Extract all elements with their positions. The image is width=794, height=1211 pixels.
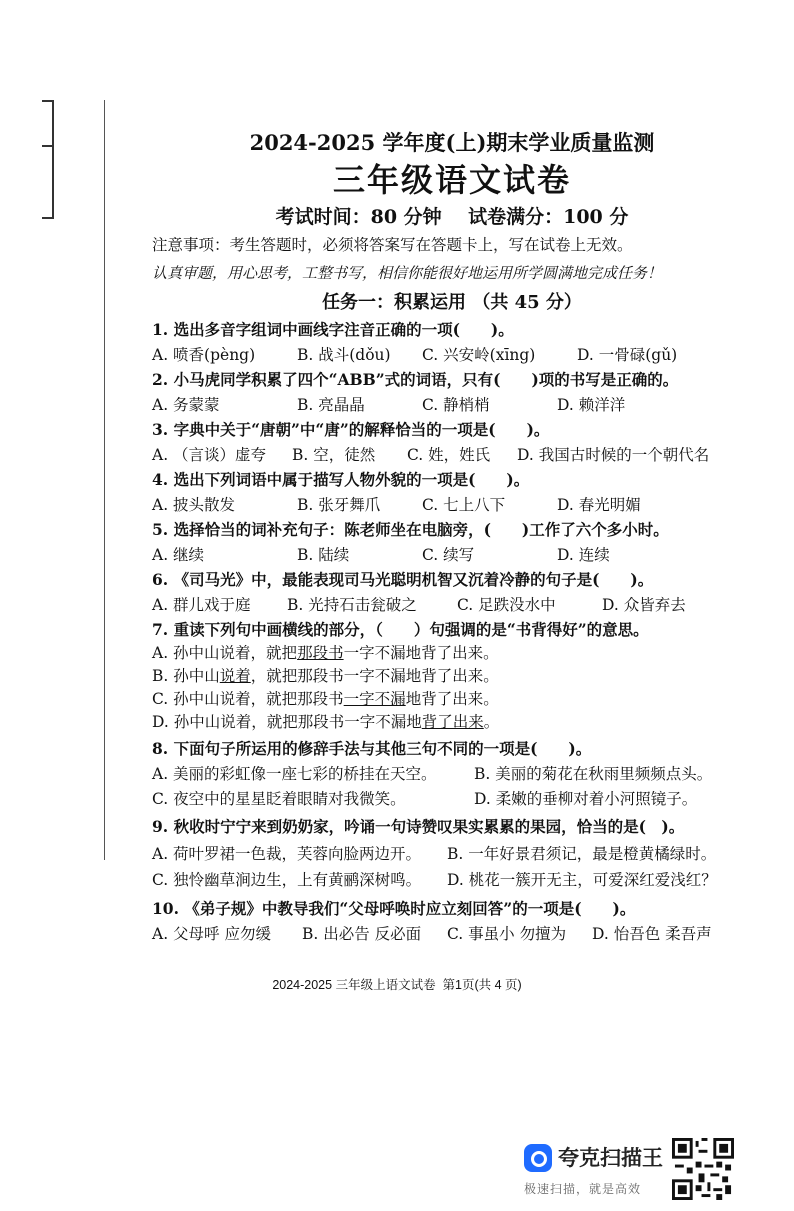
notice-text: 注意事项：考生答题时，必须将答案写在答题卡上，写在试卷上无效。 [152, 236, 633, 254]
question-9-options-row2 [152, 867, 752, 893]
option-a: A. 务蒙蒙 [152, 396, 220, 414]
question-5-stem: 5. 选择恰当的词补充句子：陈老师坐在电脑旁，( )工作了六个多小时。 [152, 520, 669, 539]
option-d: D. 一骨碌(gǔ) [577, 346, 678, 364]
binding-tick [42, 145, 52, 147]
question-10-stem: 10. 《弟子规》中教导我们“父母呼唤时应立刻回答”的一项是( )。 [152, 899, 636, 918]
question-8-stem: 8. 下面句子所运用的修辞手法与其他三句不同的一项是( )。 [152, 739, 592, 758]
option-d: D. 赖洋洋 [557, 396, 626, 414]
option-b: B. 空，徒然 [292, 446, 376, 464]
option-c: C. 姓，姓氏 [407, 446, 491, 464]
question-8-options-row2 [152, 787, 752, 811]
option-d: D. 柔嫩的垂柳对着小河照镜子。 [474, 790, 698, 808]
option-a: A. （言谈）虚夸 [152, 446, 267, 464]
question-3-stem: 3. 字典中关于“唐朝”中“唐”的解释恰当的一项是( )。 [152, 420, 550, 439]
quark-logo-icon [524, 1144, 552, 1172]
question-6-stem: 6. 《司马光》中，最能表现司马光聪明机智又沉着冷静的句子是( )。 [152, 570, 654, 589]
question-4-options [152, 492, 752, 518]
option-c: C. 夜空中的星星眨着眼睛对我微笑。 [152, 790, 406, 808]
option-c: C. 足跌没水中 [457, 596, 556, 614]
margin-line [104, 100, 105, 860]
option-b: B. 亮晶晶 [297, 396, 365, 414]
option-c: C. 七上八下 [422, 496, 506, 514]
option-d: D. 桃花一簇开无主，可爱深红爱浅红？ [447, 871, 717, 889]
option-c: C. 独怜幽草涧边生，上有黄鹂深树鸣。 [152, 871, 422, 889]
watermark-slogan: 极速扫描，就是高效 [524, 1182, 642, 1196]
page-footer: 2024-2025 三年级上语文试卷 第1页(共 4 页) [272, 978, 522, 992]
option-b: B. 张牙舞爪 [297, 496, 381, 514]
option-d: D. 连续 [557, 546, 610, 564]
option-c: C. 续写 [422, 546, 475, 564]
option-b: B. 一年好景君须记，最是橙黄橘绿时。 [447, 845, 717, 863]
exam-period-title: 2024-2025 学年度(上)期末学业质量监测 [249, 130, 655, 155]
question-6-options [152, 592, 752, 618]
option-d: D. 众皆弃去 [602, 596, 686, 614]
option-c: C. 静梢梢 [422, 396, 490, 414]
option-a: A. 群儿戏于庭 [152, 596, 251, 614]
option-b: B. 美丽的菊花在秋雨里频频点头。 [474, 765, 713, 783]
scanner-watermark [524, 1140, 674, 1200]
option-a: A. 荷叶罗裙一色裁，芙蓉向脸两边开。 [152, 845, 422, 863]
option-b: B. 出必告 反必面 [302, 925, 422, 943]
question-9-stem: 9. 秋收时宁宁来到奶奶家，吟诵一句诗赞叹果实累累的果园，恰当的是( )。 [152, 817, 685, 836]
question-7-line-b: B. 孙中山说着，就把那段书一字不漏地背了出来。 [152, 667, 499, 685]
option-a: A. 继续 [152, 546, 205, 564]
option-a: A. 披头散发 [152, 496, 236, 514]
question-7-line-a: A. 孙中山说着，就把那段书一字不漏地背了出来。 [152, 644, 499, 662]
question-1-options [152, 342, 752, 368]
qr-code-icon [672, 1138, 734, 1200]
question-1-stem: 1. 选出多音字组词中画线字注音正确的一项( )。 [152, 320, 514, 339]
exam-subject-title: 三年级语文试卷 [332, 161, 571, 199]
question-7-stem: 7. 重读下列句中画横线的部分，（ ）句强调的是“书背得好”的意思。 [152, 620, 649, 639]
option-d: D. 怡吾色 柔吾声 [592, 925, 712, 943]
option-d: D. 春光明媚 [557, 496, 641, 514]
option-a: A. 喷香(pèng) [152, 346, 256, 364]
exam-time-info: 考试时间：80 分钟 试卷满分：100 分 [275, 206, 629, 228]
question-7-line-d: D. 孙中山说着，就把那段书一字不漏地背了出来。 [152, 713, 500, 731]
question-5-options [152, 542, 752, 568]
option-a: A. 美丽的彩虹像一座七彩的桥挂在天空。 [152, 765, 437, 783]
task1-title: 任务一：积累运用 （共 45 分） [322, 292, 582, 313]
option-a: A. 父母呼 应勿缓 [152, 925, 271, 943]
question-7-line-c: C. 孙中山说着，就把那段书一字不漏地背了出来。 [152, 690, 499, 708]
question-3-options [152, 442, 752, 468]
question-10-options [152, 921, 752, 947]
option-c: C. 兴安岭(xīng) [422, 346, 536, 364]
question-9-options-row1 [152, 841, 752, 867]
question-4-stem: 4. 选出下列词语中属于描写人物外貌的一项是( )。 [152, 470, 530, 489]
motto-text: 认真审题，用心思考，工整书写，相信你能很好地运用所学圆满地完成任务！ [152, 264, 663, 282]
option-b: B. 光持石击瓮破之 [287, 596, 417, 614]
option-b: B. 陆续 [297, 546, 350, 564]
binding-bracket [42, 100, 54, 219]
option-d: D. 我国古时候的一个朝代名 [517, 446, 710, 464]
question-2-options [152, 392, 752, 418]
exam-content [152, 128, 752, 947]
option-c: C. 事虽小 勿擅为 [447, 925, 567, 943]
question-2-stem: 2. 小马虎同学积累了四个“ABB”式的词语，只有( )项的书写是正确的。 [152, 370, 679, 389]
watermark-name: 夸克扫描王 [558, 1147, 663, 1170]
question-8-options-row1 [152, 761, 752, 787]
option-b: B. 战斗(dǒu) [297, 346, 391, 364]
